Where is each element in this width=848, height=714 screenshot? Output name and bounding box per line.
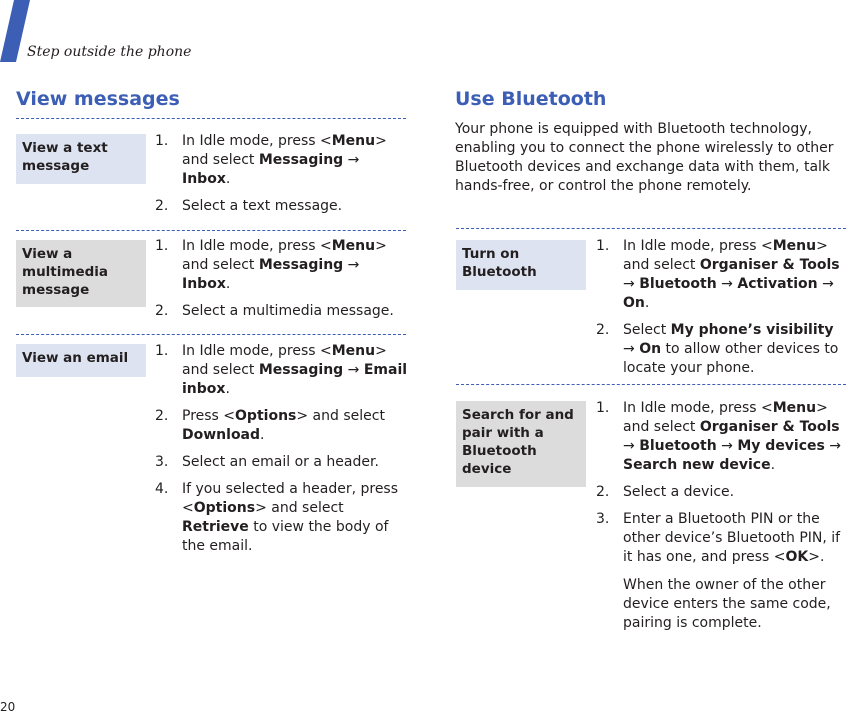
step-item xyxy=(155,302,410,321)
step-number: 2. xyxy=(155,198,169,214)
step-item xyxy=(155,453,410,472)
step-number: 2. xyxy=(596,322,610,338)
step-number: 1. xyxy=(596,400,610,416)
section-title-view-messages: View messages xyxy=(16,88,180,110)
step-item xyxy=(596,510,848,633)
step-item xyxy=(155,237,410,294)
step-number: 3. xyxy=(596,511,610,527)
step-item xyxy=(596,321,848,378)
step-list xyxy=(155,237,410,329)
step-text: Select My phone’s visibility → On to allow other devices to locate your phone. xyxy=(623,322,839,376)
divider xyxy=(456,384,846,385)
block-label: Turn on Bluetooth xyxy=(456,240,586,290)
step-note: When the owner of the other device enters the same code, pairing is complete. xyxy=(623,577,831,631)
step-text: Select an email or a header. xyxy=(182,454,379,470)
step-item xyxy=(596,237,848,313)
section-intro: Your phone is equipped with Bluetooth technology, enabling you to connect the phone wirelessly to other Bluetooth devices and exchange data with them, talk hands-free, or control the phone remotely. xyxy=(455,121,834,194)
step-list xyxy=(155,342,410,564)
step-text: Press <Options> and select Download. xyxy=(182,408,385,443)
step-list xyxy=(155,132,410,224)
divider xyxy=(16,230,406,231)
step-number: 2. xyxy=(155,303,169,319)
step-text: In Idle mode, press <Menu> and select Organiser & Tools → Bluetooth → Activation → On. xyxy=(623,238,840,311)
step-text: In Idle mode, press <Menu> and select Messaging → Inbox. xyxy=(182,133,387,187)
step-item xyxy=(155,407,410,445)
divider xyxy=(456,228,846,229)
section-title-use-bluetooth: Use Bluetooth xyxy=(455,88,607,110)
step-item xyxy=(155,342,410,399)
step-item xyxy=(155,132,410,189)
step-text: In Idle mode, press <Menu> and select Organiser & Tools → Bluetooth → My devices → Search new device. xyxy=(623,400,842,473)
step-item xyxy=(596,483,848,502)
step-number: 4. xyxy=(155,481,169,497)
step-text: In Idle mode, press <Menu> and select Messaging → Inbox. xyxy=(182,238,387,292)
running-head: Step outside the phone xyxy=(27,44,192,60)
step-item xyxy=(155,480,410,556)
step-list xyxy=(596,237,848,386)
step-number: 2. xyxy=(155,408,169,424)
page-number: 20 xyxy=(0,700,16,714)
divider xyxy=(16,118,406,119)
step-text: Enter a Bluetooth PIN or the other device’s Bluetooth PIN, if it has one, and press <OK>. xyxy=(623,511,841,565)
step-text: Select a multimedia message. xyxy=(182,303,394,319)
step-number: 3. xyxy=(155,454,169,470)
step-item xyxy=(596,399,848,475)
step-number: 1. xyxy=(155,133,169,149)
step-text: Select a device. xyxy=(623,484,735,500)
step-text: Select a text message. xyxy=(182,198,343,214)
step-number: 2. xyxy=(596,484,610,500)
step-item xyxy=(155,197,410,216)
block-label: View a text message xyxy=(16,134,146,184)
block-label: View a multimedia message xyxy=(16,240,146,307)
divider xyxy=(16,334,406,335)
block-label: View an email xyxy=(16,344,146,377)
header-accent-bar xyxy=(0,0,30,62)
step-text: If you selected a header, press <Options> and select Retrieve to view the body of the email. xyxy=(182,481,399,554)
block-label: Search for and pair with a Bluetooth device xyxy=(456,401,586,487)
step-list xyxy=(596,399,848,641)
step-text: In Idle mode, press <Menu> and select Messaging → Email inbox. xyxy=(182,343,408,397)
step-number: 1. xyxy=(155,238,169,254)
step-number: 1. xyxy=(596,238,610,254)
step-number: 1. xyxy=(155,343,169,359)
